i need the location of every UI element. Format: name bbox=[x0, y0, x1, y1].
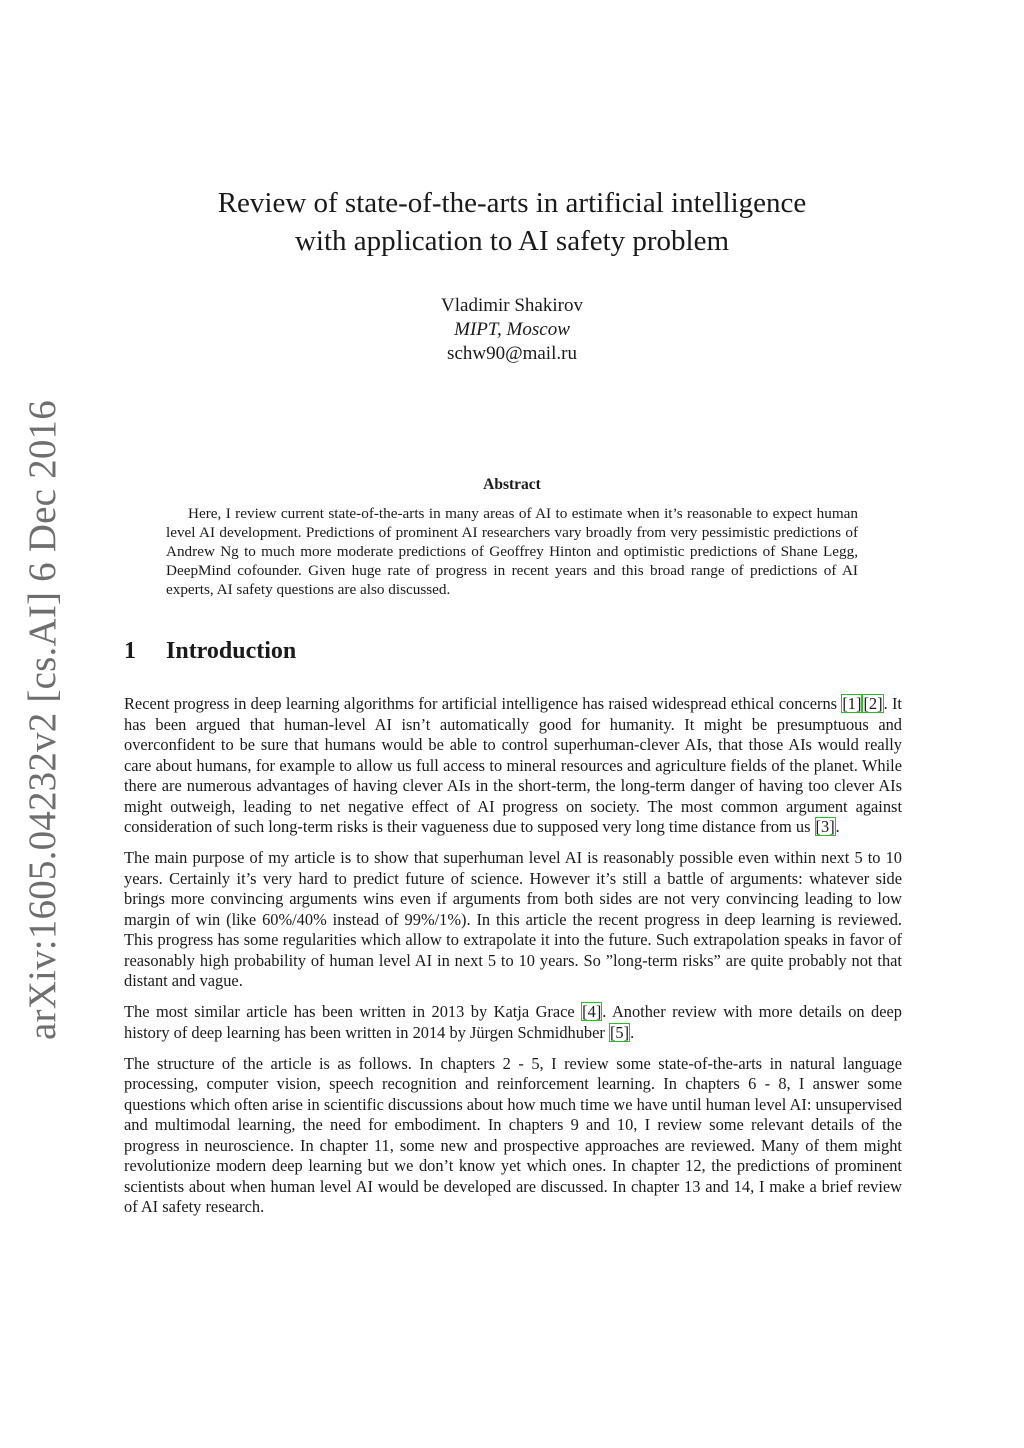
author-email: schw90@mail.ru bbox=[447, 343, 577, 364]
paragraph-2: The main purpose of my article is to show that superhuman level AI is reasonably possible even within next 5 to 10 years. Certainly it’s very hard to predict future of science. However it’s still a battle of arguments: whatever side brings more convincing arguments wins even if arguments from both sides are not very convincing leading to low margin of win (like 60%/40% instead of 99%/1%). In this article the recent progress in deep learning is reviewed. This progress has some regularities which allow to extrapolate it into the future. Such extrapolation speaks in favor of reasonably high probability of human level AI in next 5 to 10 years. So ”long-term risks” are quite probably not that distant and vague. bbox=[124, 848, 902, 990]
title-line-1: Review of state-of-the-arts in artificial intelligence bbox=[217, 187, 807, 219]
citation-link-1[interactable]: [1] bbox=[842, 694, 862, 713]
paragraph-1 bbox=[124, 694, 902, 838]
introduction-body bbox=[124, 694, 902, 1228]
author-affiliation: MIPT, Moscow bbox=[454, 319, 570, 340]
paragraph-1-text-c: . bbox=[835, 817, 840, 836]
citation-link-2[interactable]: [2] bbox=[863, 694, 883, 713]
abstract bbox=[166, 476, 858, 599]
section-heading bbox=[124, 638, 296, 665]
abstract-heading: Abstract bbox=[483, 476, 541, 493]
arxiv-identifier: arXiv:1605.04232v2 [cs.AI] 6 Dec 2016 bbox=[21, 400, 64, 1040]
paragraph-4: The structure of the article is as follows. In chapters 2 - 5, I review some state-of-the-arts in natural language processing, computer vision, speech recognition and reinforcement learning. In chapters 6 - 8, I answer some questions which often arise in scientific discussions about how much time we have until human level AI: unsupervised and multimodal learning, the need for embodiment. In chapters 9 and 10, I review some relevant details of the progress in neuroscience. In chapter 11, some new and prospective approaches are reviewed. Many of them might revolutionize modern deep learning but we don’t know yet which ones. In chapter 12, the predictions of prominent scientists about when human level AI would be developed are discussed. In chapter 13 and 14, I make a brief review of AI safety research. bbox=[124, 1053, 902, 1216]
author-block bbox=[312, 294, 712, 366]
paragraph-3 bbox=[124, 1002, 902, 1043]
paper-title bbox=[150, 184, 874, 260]
abstract-text: Here, I review current state-of-the-arts in many areas of AI to estimate when it’s reasonable to expect human level AI development. Predictions of prominent AI researchers vary broadly from very pessimistic predictions of Andrew Ng to much more moderate predictions of Geoffrey Hinton and optimistic predictions of Shane Legg, DeepMind cofounder. Given huge rate of progress in recent years and this broad range of predictions of AI experts, AI safety questions are also discussed. bbox=[166, 505, 858, 598]
section-number: 1 bbox=[124, 638, 136, 664]
paragraph-1-text-a: Recent progress in deep learning algorithms for artificial intelligence has raised widespread ethical concerns bbox=[124, 694, 842, 713]
paragraph-3-text-c: . bbox=[630, 1022, 635, 1042]
title-line-2: with application to AI safety problem bbox=[294, 225, 730, 257]
citation-link-5[interactable]: [5] bbox=[609, 1022, 630, 1042]
paragraph-3-text-a: The most similar article has been written in 2013 by Katja Grace bbox=[124, 1002, 582, 1021]
citation-link-3[interactable]: [3] bbox=[815, 817, 835, 836]
paragraph-1-text-b: . It has been argued that human-level AI isn’t automatically good for humanity. It might be presumptuous and overconfident to be sure that humans would be able to control superhuman-clever AIs, that those AIs would really care about humans, for example to allow us full access to mineral resources and agriculture fields of the planet. While there are numerous advantages of having clever AIs in the short-term, the long-term danger of having too clever AIs might outweigh, leading to net negative effect of AI progress on society. The most common argument against consideration of such long-term risks is their vagueness due to supposed very long time distance from us bbox=[124, 694, 902, 836]
paragraph-3-text-b: . Another review with more details on deep history of deep learning has been written in 2014 by Jürgen Schmidhuber bbox=[124, 1002, 902, 1042]
section-title: Introduction bbox=[166, 638, 297, 664]
author-name: Vladimir Shakirov bbox=[441, 295, 583, 316]
citation-link-4[interactable]: [4] bbox=[582, 1002, 602, 1021]
